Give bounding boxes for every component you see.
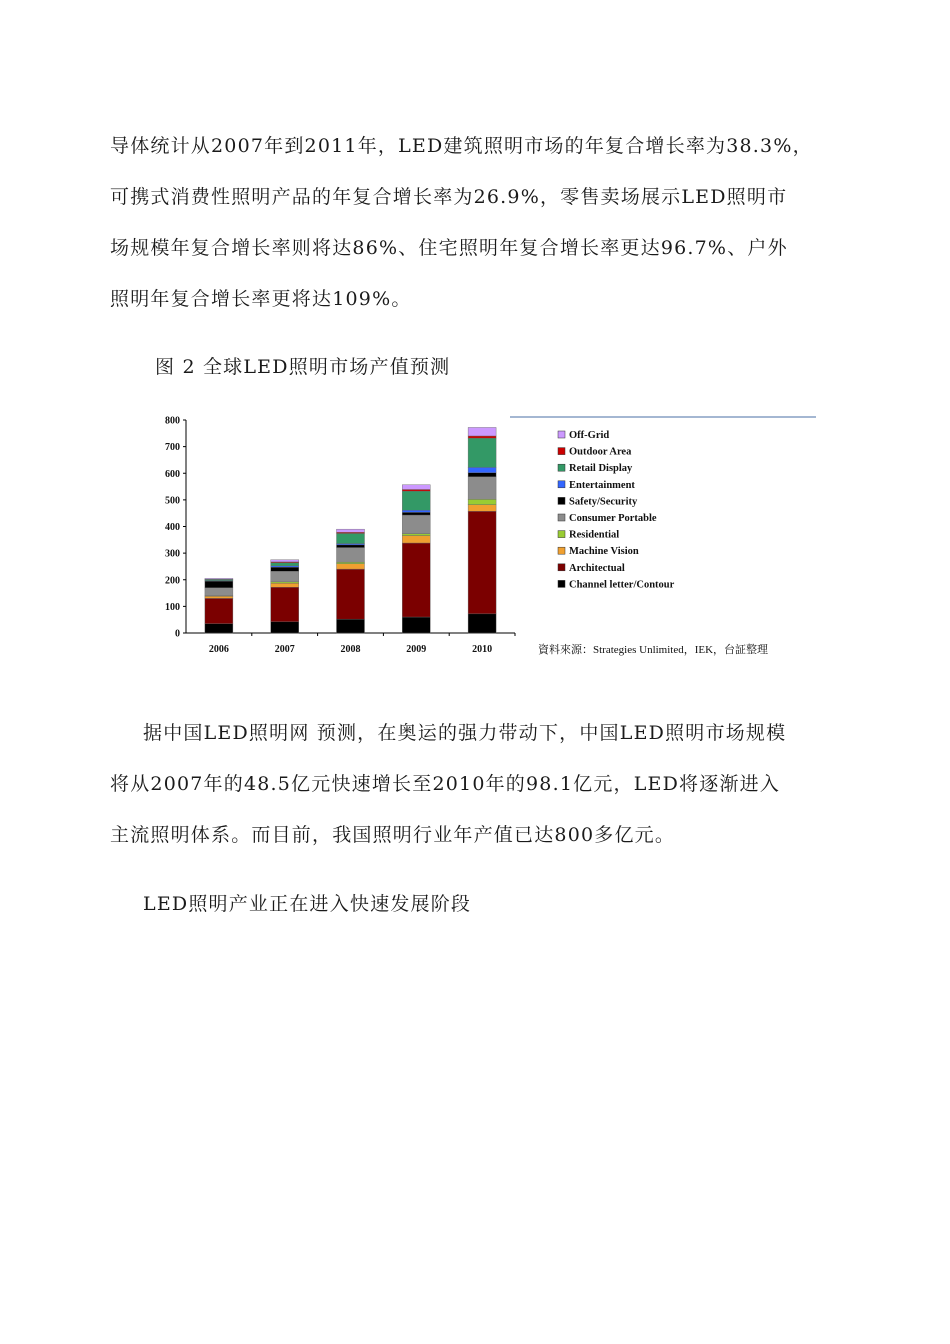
bar-segment — [337, 529, 365, 532]
y-tick-label: 500 — [165, 495, 180, 507]
bar-segment — [205, 581, 233, 588]
bar-segment — [337, 569, 365, 619]
bar-segment — [402, 485, 430, 490]
bar-segment — [337, 545, 365, 548]
bar-segment — [271, 563, 299, 566]
bar-segment — [205, 578, 233, 579]
bar-segment — [402, 489, 430, 491]
y-tick-label: 700 — [165, 442, 180, 454]
y-tick-label: 300 — [165, 548, 180, 560]
legend-label: Outdoor Area — [569, 446, 632, 458]
paragraph-line: 将从2007年的48.5亿元快速增长至2010年的98.1亿元，LED将逐渐进入 — [110, 773, 781, 795]
bar-segment — [468, 477, 496, 500]
bar-segment — [468, 427, 496, 436]
legend-label: Entertainment — [569, 479, 635, 491]
legend-swatch — [558, 481, 565, 488]
bar-segment — [205, 588, 233, 596]
bar-segment — [402, 536, 430, 543]
legend-label: Architectual — [569, 562, 625, 574]
legend-swatch — [558, 580, 565, 587]
bar-segment — [468, 467, 496, 472]
bar-segment — [271, 587, 299, 622]
bar-segment — [468, 511, 496, 614]
x-tick-label: 2009 — [406, 644, 427, 655]
legend-swatch — [558, 448, 565, 455]
legend-label: Off-Grid — [569, 430, 610, 441]
y-tick-label: 200 — [165, 575, 180, 587]
x-tick-label: 2006 — [208, 644, 229, 655]
paragraph-line: 照明年复合增长率更将达109%。 — [110, 288, 412, 310]
bar-segment — [402, 510, 430, 512]
paragraph-line: 据中国LED照明网 预测，在奥运的强力带动下，中国LED照明市场规模 — [143, 722, 787, 744]
bar-segment — [337, 548, 365, 563]
bar-segment — [402, 491, 430, 510]
bar-segment — [468, 436, 496, 438]
bar-segment — [468, 473, 496, 477]
legend-label: Residential — [569, 529, 620, 541]
bar-segment — [337, 619, 365, 633]
bar-segment — [402, 512, 430, 515]
legend-swatch — [558, 514, 565, 521]
x-tick-label: 2008 — [340, 644, 361, 655]
legend-label: Machine Vision — [569, 546, 639, 558]
bar-segment — [337, 533, 365, 543]
legend-label: Safety/Security — [569, 496, 638, 508]
legend-swatch — [558, 464, 565, 471]
bar-segment — [337, 564, 365, 569]
paragraph-cagr — [110, 121, 850, 325]
x-tick-label: 2007 — [274, 644, 295, 655]
legend-swatch — [558, 431, 565, 438]
bar-segment — [402, 543, 430, 617]
bar-segment — [271, 571, 299, 582]
bar-segment — [271, 567, 299, 571]
bar-segment — [205, 596, 233, 598]
y-tick-label: 400 — [165, 522, 180, 533]
y-tick-label: 800 — [165, 415, 180, 427]
x-tick-label: 2010 — [472, 644, 493, 655]
bar-segment — [271, 583, 299, 587]
legend-swatch — [558, 547, 565, 554]
y-tick-label: 600 — [165, 468, 180, 480]
bar-segment — [337, 562, 365, 564]
paragraph-line: 可携式消费性照明产品的年复合增长率为26.9%，零售卖场展示LED照明市 — [110, 186, 788, 208]
paragraph-line: 场规模年复合增长率则将达86%、住宅照明年复合增长率更达96.7%、户外 — [110, 237, 788, 259]
bar-segment — [205, 624, 233, 633]
legend-label: Channel letter/Contour — [569, 579, 675, 591]
chart-source-note: 資料來源：Strategies Unlimited，IEK，台証整理 — [538, 644, 769, 656]
legend-swatch — [558, 497, 565, 504]
y-tick-label: 100 — [165, 601, 180, 613]
paragraph-china-market — [110, 708, 850, 861]
bar-segment — [468, 438, 496, 467]
bar-segment — [468, 499, 496, 504]
legend-label: Consumer Portable — [569, 513, 657, 524]
section-heading: LED照明产业正在进入快速发展阶段 — [143, 893, 472, 915]
legend-swatch — [558, 531, 565, 538]
figure-caption: 图 2 全球LED照明市场产值预测 — [155, 356, 451, 378]
legend-label: Retail Display — [569, 463, 633, 475]
bar-segment — [402, 534, 430, 536]
bar-segment — [402, 515, 430, 534]
paragraph-line: 导体统计从2007年到2011年，LED建筑照明市场的年复合增长率为38.3%， — [110, 135, 813, 157]
y-tick-label: 0 — [175, 628, 180, 640]
paragraph-line: 主流照明体系。而目前，我国照明行业年产值已达800多亿元。 — [110, 824, 676, 846]
bar-segment — [402, 617, 430, 633]
bar-segment — [271, 560, 299, 562]
stacked-bar-chart — [150, 410, 820, 665]
bar-segment — [468, 614, 496, 633]
bar-segment — [205, 598, 233, 623]
bar-segment — [271, 622, 299, 633]
bar-segment — [468, 505, 496, 512]
legend-swatch — [558, 564, 565, 571]
